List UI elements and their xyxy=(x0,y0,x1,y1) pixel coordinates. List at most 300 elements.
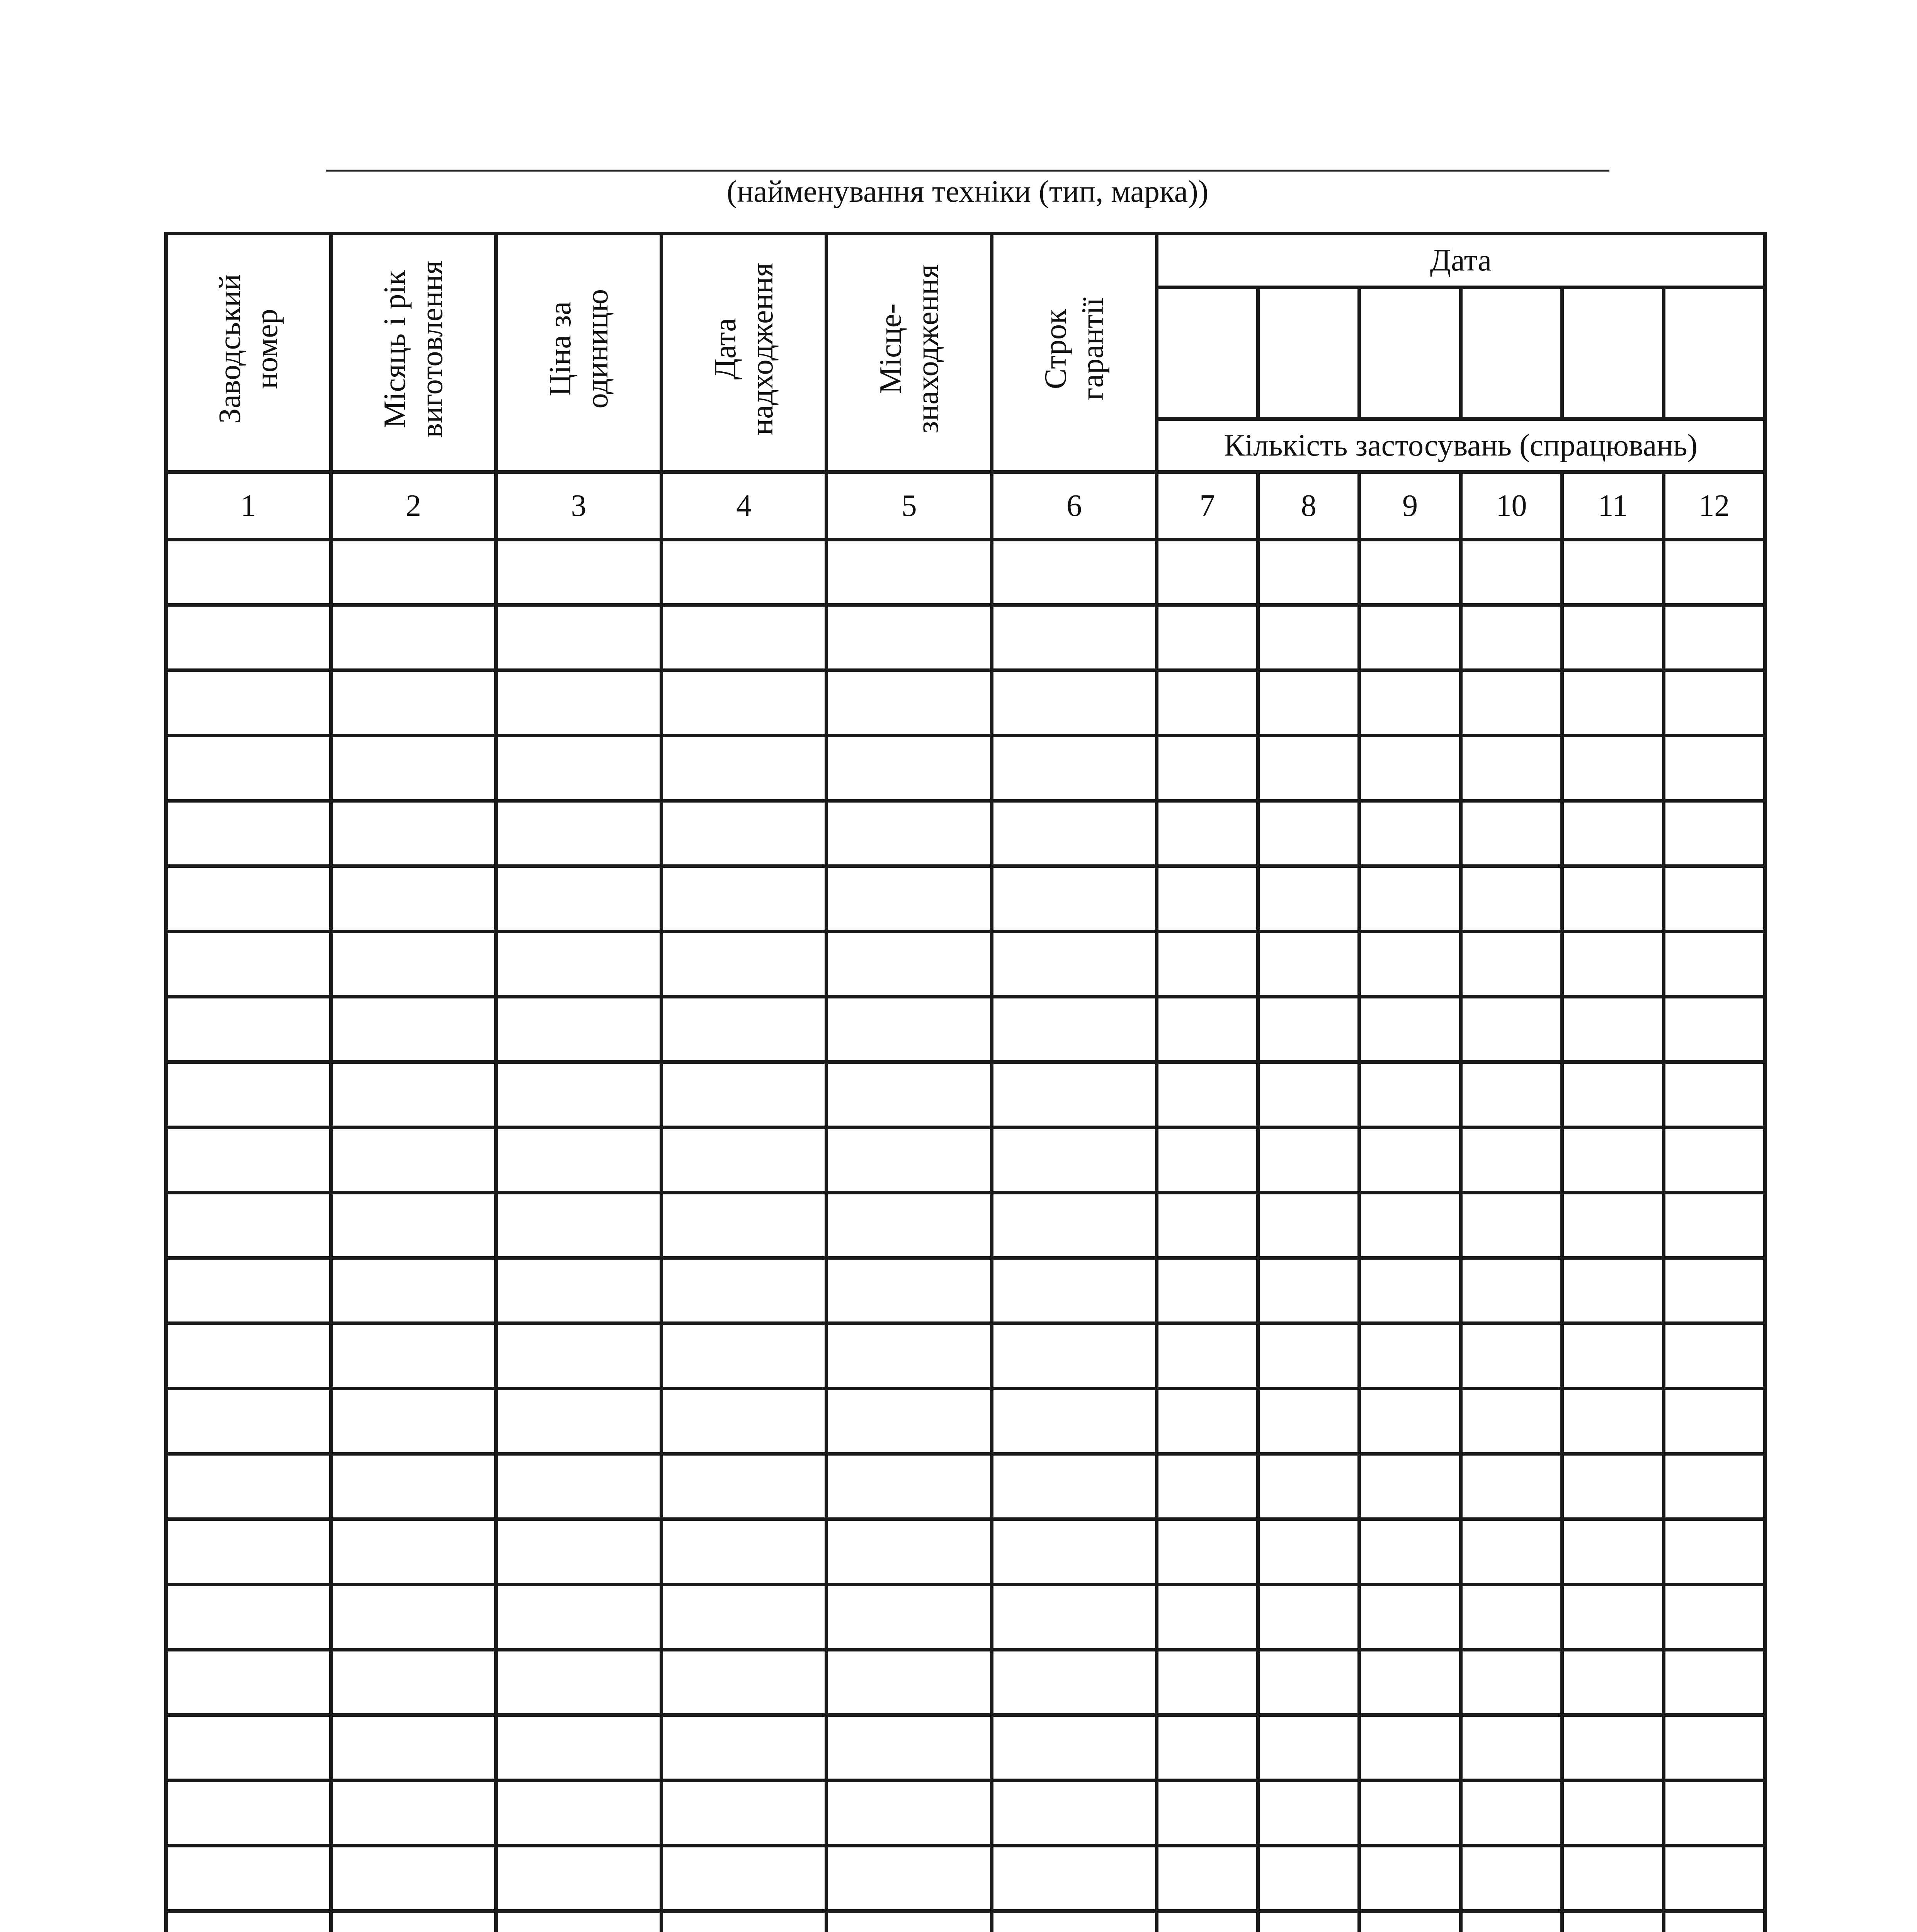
entry-cell[interactable] xyxy=(1461,540,1562,605)
entry-cell[interactable] xyxy=(1258,1519,1359,1585)
entry-cell[interactable] xyxy=(166,1454,331,1519)
entry-cell[interactable] xyxy=(827,866,992,932)
entry-cell[interactable] xyxy=(1562,1062,1664,1128)
entry-cell[interactable] xyxy=(1461,866,1562,932)
entry-cell[interactable] xyxy=(1562,1519,1664,1585)
entry-cell[interactable] xyxy=(331,1454,496,1519)
entry-cell[interactable] xyxy=(496,1062,662,1128)
entry-cell[interactable] xyxy=(661,1062,827,1128)
entry-cell[interactable] xyxy=(1664,736,1765,801)
entry-cell[interactable] xyxy=(992,1062,1157,1128)
entry-cell[interactable] xyxy=(1258,1193,1359,1258)
entry-cell[interactable] xyxy=(166,1193,331,1258)
entry-cell[interactable] xyxy=(1157,1323,1258,1389)
entry-cell[interactable] xyxy=(1664,932,1765,997)
entry-cell[interactable] xyxy=(1461,1911,1562,1932)
entry-cell[interactable] xyxy=(496,801,662,866)
entry-cell[interactable] xyxy=(1562,1781,1664,1846)
entry-cell[interactable] xyxy=(1562,1585,1664,1650)
entry-cell[interactable] xyxy=(166,1258,331,1323)
entry-cell[interactable] xyxy=(1258,605,1359,670)
entry-cell[interactable] xyxy=(827,1715,992,1781)
entry-cell[interactable] xyxy=(1258,1389,1359,1454)
entry-cell[interactable] xyxy=(827,605,992,670)
entry-cell[interactable] xyxy=(1461,1650,1562,1715)
entry-cell[interactable] xyxy=(331,605,496,670)
entry-cell[interactable] xyxy=(827,1911,992,1932)
column-number: 7 xyxy=(1157,472,1258,540)
entry-cell[interactable] xyxy=(1258,932,1359,997)
entry-cell[interactable] xyxy=(992,866,1157,932)
entry-cell[interactable] xyxy=(1664,1519,1765,1585)
entry-cell[interactable] xyxy=(827,1193,992,1258)
entry-cell[interactable] xyxy=(1359,1389,1461,1454)
entry-cell[interactable] xyxy=(1359,670,1461,736)
entry-cell[interactable] xyxy=(827,1519,992,1585)
column-number: 11 xyxy=(1562,472,1664,540)
entry-cell[interactable] xyxy=(496,1911,662,1932)
entry-cell[interactable] xyxy=(331,1258,496,1323)
table-row xyxy=(166,1650,1765,1715)
entry-cell[interactable] xyxy=(1157,736,1258,801)
entry-cell[interactable] xyxy=(166,1585,331,1650)
entry-cell[interactable] xyxy=(661,1846,827,1911)
entry-cell[interactable] xyxy=(1359,1323,1461,1389)
entry-cell[interactable] xyxy=(1562,540,1664,605)
entry-cell[interactable] xyxy=(331,932,496,997)
header-unit-price: Ціна за одиницю xyxy=(496,234,662,472)
entry-cell[interactable] xyxy=(661,1650,827,1715)
entry-cell[interactable] xyxy=(496,1715,662,1781)
entry-cell[interactable] xyxy=(331,801,496,866)
entry-cell[interactable] xyxy=(1359,1519,1461,1585)
entry-cell[interactable] xyxy=(496,1519,662,1585)
entry-cell[interactable] xyxy=(827,801,992,866)
entry-cell[interactable] xyxy=(1461,670,1562,736)
entry-cell[interactable] xyxy=(661,1781,827,1846)
entry-cell[interactable] xyxy=(1461,1389,1562,1454)
entry-cell[interactable] xyxy=(661,801,827,866)
entry-cell[interactable] xyxy=(1157,1519,1258,1585)
entry-cell[interactable] xyxy=(166,1389,331,1454)
entry-cell[interactable] xyxy=(1664,1323,1765,1389)
table-row xyxy=(166,736,1765,801)
entry-cell[interactable] xyxy=(1461,1323,1562,1389)
entry-cell[interactable] xyxy=(1359,1846,1461,1911)
entry-cell[interactable] xyxy=(1461,1846,1562,1911)
entry-cell[interactable] xyxy=(166,1519,331,1585)
entry-cell[interactable] xyxy=(992,1846,1157,1911)
header-warranty-period: Строк гарантії xyxy=(992,234,1157,472)
entry-cell[interactable] xyxy=(992,670,1157,736)
table-row xyxy=(166,1846,1765,1911)
table-row xyxy=(166,1193,1765,1258)
entry-cell[interactable] xyxy=(992,1193,1157,1258)
entry-cell[interactable] xyxy=(496,736,662,801)
entry-cell[interactable] xyxy=(992,1650,1157,1715)
entry-cell[interactable] xyxy=(1157,1715,1258,1781)
entry-cell[interactable] xyxy=(1157,605,1258,670)
column-number: 8 xyxy=(1258,472,1359,540)
date-entry-cell[interactable] xyxy=(1258,287,1359,419)
entry-cell[interactable] xyxy=(166,801,331,866)
entry-cell[interactable] xyxy=(1258,1650,1359,1715)
entry-cell[interactable] xyxy=(1664,1258,1765,1323)
entry-cell[interactable] xyxy=(1562,1389,1664,1454)
entry-cell[interactable] xyxy=(1157,1846,1258,1911)
entry-cell[interactable] xyxy=(827,1650,992,1715)
header-serial-number: Заводський номер xyxy=(166,234,331,472)
entry-cell[interactable] xyxy=(1258,1715,1359,1781)
column-number: 6 xyxy=(992,472,1157,540)
entry-cell[interactable] xyxy=(827,736,992,801)
entry-cell[interactable] xyxy=(827,670,992,736)
entry-cell[interactable] xyxy=(1359,736,1461,801)
entry-cell[interactable] xyxy=(1157,1781,1258,1846)
entry-cell[interactable] xyxy=(827,1585,992,1650)
column-number: 5 xyxy=(827,472,992,540)
entry-cell[interactable] xyxy=(1461,1128,1562,1193)
entry-cell[interactable] xyxy=(1359,540,1461,605)
entry-cell[interactable] xyxy=(496,1585,662,1650)
entry-cell[interactable] xyxy=(166,866,331,932)
entry-cell[interactable] xyxy=(661,1585,827,1650)
entry-cell[interactable] xyxy=(661,1911,827,1932)
entry-cell[interactable] xyxy=(166,1715,331,1781)
entry-cell[interactable] xyxy=(1562,866,1664,932)
entry-cell[interactable] xyxy=(992,1323,1157,1389)
entry-cell[interactable] xyxy=(1461,1258,1562,1323)
entry-cell[interactable] xyxy=(1258,1846,1359,1911)
entry-cell[interactable] xyxy=(1157,1193,1258,1258)
entry-cell[interactable] xyxy=(1562,932,1664,997)
entry-cell[interactable] xyxy=(1562,670,1664,736)
entry-cell[interactable] xyxy=(827,997,992,1062)
entry-cell[interactable] xyxy=(827,540,992,605)
entry-cell[interactable] xyxy=(992,1454,1157,1519)
table-row xyxy=(166,932,1765,997)
entry-cell[interactable] xyxy=(1157,1911,1258,1932)
entry-cell[interactable] xyxy=(331,1193,496,1258)
entry-cell[interactable] xyxy=(827,1846,992,1911)
entry-cell[interactable] xyxy=(1258,1585,1359,1650)
entry-cell[interactable] xyxy=(661,866,827,932)
entry-cell[interactable] xyxy=(496,997,662,1062)
entry-cell[interactable] xyxy=(1562,801,1664,866)
entry-cell[interactable] xyxy=(1157,1128,1258,1193)
entry-cell[interactable] xyxy=(331,1389,496,1454)
entry-cell[interactable] xyxy=(1461,801,1562,866)
table-row xyxy=(166,1911,1765,1932)
entry-cell[interactable] xyxy=(661,1193,827,1258)
entry-cell[interactable] xyxy=(992,1585,1157,1650)
entry-cell[interactable] xyxy=(496,1650,662,1715)
table-row xyxy=(166,540,1765,605)
entry-cell[interactable] xyxy=(496,1128,662,1193)
entry-cell[interactable] xyxy=(1359,1258,1461,1323)
entry-cell[interactable] xyxy=(661,997,827,1062)
entry-cell[interactable] xyxy=(1562,997,1664,1062)
entry-cell[interactable] xyxy=(1258,1128,1359,1193)
column-number: 1 xyxy=(166,472,331,540)
entry-cell[interactable] xyxy=(992,997,1157,1062)
entry-cell[interactable] xyxy=(1664,866,1765,932)
table-row xyxy=(166,605,1765,670)
entry-cell[interactable] xyxy=(1157,1454,1258,1519)
table-row xyxy=(166,1519,1765,1585)
entry-cell[interactable] xyxy=(166,1650,331,1715)
entry-cell[interactable] xyxy=(166,670,331,736)
entry-cell[interactable] xyxy=(1562,1454,1664,1519)
table-row xyxy=(166,1389,1765,1454)
entry-cell[interactable] xyxy=(1359,801,1461,866)
entry-cell[interactable] xyxy=(1664,1585,1765,1650)
entry-cell[interactable] xyxy=(166,1846,331,1911)
entry-cell[interactable] xyxy=(1258,1911,1359,1932)
entry-cell[interactable] xyxy=(1258,997,1359,1062)
entry-cell[interactable] xyxy=(1562,1258,1664,1323)
entry-cell[interactable] xyxy=(827,1128,992,1193)
entry-cell[interactable] xyxy=(1461,997,1562,1062)
header-usage-count: Кількість застосувань (спрацювань) xyxy=(1157,419,1765,472)
entry-cell[interactable] xyxy=(992,540,1157,605)
date-entry-cell[interactable] xyxy=(1359,287,1461,419)
entry-cell[interactable] xyxy=(992,1519,1157,1585)
entry-cell[interactable] xyxy=(1258,540,1359,605)
entry-cell[interactable] xyxy=(661,1128,827,1193)
entry-cell[interactable] xyxy=(1157,670,1258,736)
entry-cell[interactable] xyxy=(1461,1781,1562,1846)
entry-cell[interactable] xyxy=(1664,1389,1765,1454)
entry-cell[interactable] xyxy=(1562,1193,1664,1258)
entry-cell[interactable] xyxy=(1258,1258,1359,1323)
entry-cell[interactable] xyxy=(1562,1323,1664,1389)
entry-cell[interactable] xyxy=(1359,605,1461,670)
entry-cell[interactable] xyxy=(1562,1128,1664,1193)
entry-cell[interactable] xyxy=(1664,540,1765,605)
entry-cell[interactable] xyxy=(1157,801,1258,866)
entry-cell[interactable] xyxy=(661,1519,827,1585)
entry-cell[interactable] xyxy=(331,866,496,932)
entry-cell[interactable] xyxy=(1664,1781,1765,1846)
entry-cell[interactable] xyxy=(661,1715,827,1781)
entry-cell[interactable] xyxy=(496,1781,662,1846)
entry-cell[interactable] xyxy=(1562,1846,1664,1911)
entry-cell[interactable] xyxy=(1258,1454,1359,1519)
entry-cell[interactable] xyxy=(496,1389,662,1454)
entry-cell[interactable] xyxy=(1562,1715,1664,1781)
entry-cell[interactable] xyxy=(1359,1781,1461,1846)
entry-cell[interactable] xyxy=(992,1781,1157,1846)
column-number: 4 xyxy=(661,472,827,540)
entry-cell[interactable] xyxy=(1461,1585,1562,1650)
entry-cell[interactable] xyxy=(496,1323,662,1389)
entry-cell[interactable] xyxy=(496,932,662,997)
entry-cell[interactable] xyxy=(1258,866,1359,932)
entry-cell[interactable] xyxy=(331,1323,496,1389)
entry-cell[interactable] xyxy=(331,1650,496,1715)
entry-cell[interactable] xyxy=(661,670,827,736)
entry-cell[interactable] xyxy=(166,1781,331,1846)
table-row xyxy=(166,1454,1765,1519)
entry-cell[interactable] xyxy=(1157,932,1258,997)
equipment-name-caption: (найменування техніки (тип, марка)) xyxy=(726,175,1209,209)
header-location: Місце- знаходження xyxy=(827,234,992,472)
entry-cell[interactable] xyxy=(992,605,1157,670)
entry-cell[interactable] xyxy=(661,605,827,670)
entry-cell[interactable] xyxy=(1258,801,1359,866)
entry-cell[interactable] xyxy=(1359,1650,1461,1715)
entry-cell[interactable] xyxy=(496,866,662,932)
entry-cell[interactable] xyxy=(992,932,1157,997)
entry-cell[interactable] xyxy=(1157,1585,1258,1650)
entry-cell[interactable] xyxy=(827,1258,992,1323)
entry-cell[interactable] xyxy=(331,1846,496,1911)
entry-cell[interactable] xyxy=(166,1911,331,1932)
entry-cell[interactable] xyxy=(1562,605,1664,670)
entry-cell[interactable] xyxy=(1664,670,1765,736)
entry-cell[interactable] xyxy=(992,1258,1157,1323)
entry-cell[interactable] xyxy=(1664,1128,1765,1193)
entry-cell[interactable] xyxy=(166,540,331,605)
entry-cell[interactable] xyxy=(1359,1128,1461,1193)
entry-cell[interactable] xyxy=(1359,997,1461,1062)
entry-cell[interactable] xyxy=(661,1258,827,1323)
entry-cell[interactable] xyxy=(827,1323,992,1389)
entry-cell[interactable] xyxy=(992,1389,1157,1454)
entry-cell[interactable] xyxy=(1258,670,1359,736)
entry-cell[interactable] xyxy=(331,1911,496,1932)
entry-cell[interactable] xyxy=(331,1519,496,1585)
entry-cell[interactable] xyxy=(661,1454,827,1519)
entry-cell[interactable] xyxy=(1461,605,1562,670)
entry-cell[interactable] xyxy=(1258,736,1359,801)
entry-cell[interactable] xyxy=(166,997,331,1062)
entry-cell[interactable] xyxy=(1461,932,1562,997)
entry-cell[interactable] xyxy=(992,801,1157,866)
entry-cell[interactable] xyxy=(1157,1389,1258,1454)
entry-cell[interactable] xyxy=(661,1389,827,1454)
entry-cell[interactable] xyxy=(827,1389,992,1454)
entry-cell[interactable] xyxy=(496,540,662,605)
entry-cell[interactable] xyxy=(1562,736,1664,801)
entry-cell[interactable] xyxy=(661,736,827,801)
entry-cell[interactable] xyxy=(992,1715,1157,1781)
entry-cell[interactable] xyxy=(992,736,1157,801)
entry-cell[interactable] xyxy=(166,1128,331,1193)
column-number-row xyxy=(166,472,1765,540)
entry-cell[interactable] xyxy=(331,1062,496,1128)
entry-cell[interactable] xyxy=(1359,932,1461,997)
entry-cell[interactable] xyxy=(1461,1519,1562,1585)
entry-cell[interactable] xyxy=(1157,866,1258,932)
entry-cell[interactable] xyxy=(1359,866,1461,932)
entry-cell[interactable] xyxy=(331,1715,496,1781)
entry-cell[interactable] xyxy=(827,1454,992,1519)
entry-cell[interactable] xyxy=(331,670,496,736)
entry-cell[interactable] xyxy=(166,736,331,801)
entry-cell[interactable] xyxy=(331,1585,496,1650)
column-number: 12 xyxy=(1664,472,1765,540)
entry-cell[interactable] xyxy=(1562,1911,1664,1932)
entry-cell[interactable] xyxy=(992,1911,1157,1932)
entry-cell[interactable] xyxy=(496,1258,662,1323)
entry-cell[interactable] xyxy=(1461,1715,1562,1781)
entry-cell[interactable] xyxy=(661,932,827,997)
entry-cell[interactable] xyxy=(166,932,331,997)
entry-cell[interactable] xyxy=(1157,1062,1258,1128)
entry-cell[interactable] xyxy=(661,1323,827,1389)
entry-cell[interactable] xyxy=(1664,997,1765,1062)
entry-cell[interactable] xyxy=(1664,605,1765,670)
entry-cell[interactable] xyxy=(1664,1650,1765,1715)
entry-cell[interactable] xyxy=(1157,1650,1258,1715)
date-entry-cell[interactable] xyxy=(1562,287,1664,419)
entry-cell[interactable] xyxy=(1461,1193,1562,1258)
date-entry-cell[interactable] xyxy=(1664,287,1765,419)
column-number: 3 xyxy=(496,472,662,540)
entry-cell[interactable] xyxy=(1359,1193,1461,1258)
entry-cell[interactable] xyxy=(1359,1715,1461,1781)
entry-cell[interactable] xyxy=(1157,997,1258,1062)
entry-cell[interactable] xyxy=(331,1128,496,1193)
entry-cell[interactable] xyxy=(1664,801,1765,866)
entry-cell[interactable] xyxy=(166,1062,331,1128)
entry-cell[interactable] xyxy=(1258,1781,1359,1846)
entry-cell[interactable] xyxy=(1664,1715,1765,1781)
entry-cell[interactable] xyxy=(1359,1911,1461,1932)
entry-cell[interactable] xyxy=(496,1193,662,1258)
entry-cell[interactable] xyxy=(496,605,662,670)
entry-cell[interactable] xyxy=(1461,1062,1562,1128)
entry-cell[interactable] xyxy=(827,1781,992,1846)
entry-cell[interactable] xyxy=(1258,1323,1359,1389)
entry-cell[interactable] xyxy=(1664,1911,1765,1932)
entry-cell[interactable] xyxy=(1359,1062,1461,1128)
entry-cell[interactable] xyxy=(331,540,496,605)
entry-cell[interactable] xyxy=(1359,1454,1461,1519)
entry-cell[interactable] xyxy=(166,605,331,670)
entry-cell[interactable] xyxy=(1664,1846,1765,1911)
entry-cell[interactable] xyxy=(1258,1062,1359,1128)
entry-cell[interactable] xyxy=(166,1323,331,1389)
table-row xyxy=(166,1781,1765,1846)
entry-cell[interactable] xyxy=(331,1781,496,1846)
entry-cell[interactable] xyxy=(331,997,496,1062)
date-entry-cell[interactable] xyxy=(1157,287,1258,419)
entry-cell[interactable] xyxy=(1461,736,1562,801)
entry-cell[interactable] xyxy=(992,1128,1157,1193)
equipment-name-line[interactable] xyxy=(326,170,1609,172)
entry-cell[interactable] xyxy=(1157,1258,1258,1323)
entry-cell[interactable] xyxy=(1664,1193,1765,1258)
entry-cell[interactable] xyxy=(496,1454,662,1519)
entry-cell[interactable] xyxy=(661,540,827,605)
entry-cell[interactable] xyxy=(331,736,496,801)
entry-cell[interactable] xyxy=(1664,1454,1765,1519)
entry-cell[interactable] xyxy=(827,1062,992,1128)
entry-cell[interactable] xyxy=(1157,540,1258,605)
entry-cell[interactable] xyxy=(1562,1650,1664,1715)
entry-cell[interactable] xyxy=(1461,1454,1562,1519)
entry-cell[interactable] xyxy=(496,1846,662,1911)
entry-cell[interactable] xyxy=(1664,1062,1765,1128)
entry-cell[interactable] xyxy=(1359,1585,1461,1650)
column-number: 10 xyxy=(1461,472,1562,540)
date-entry-cell[interactable] xyxy=(1461,287,1562,419)
entry-cell[interactable] xyxy=(496,670,662,736)
entry-cell[interactable] xyxy=(827,932,992,997)
